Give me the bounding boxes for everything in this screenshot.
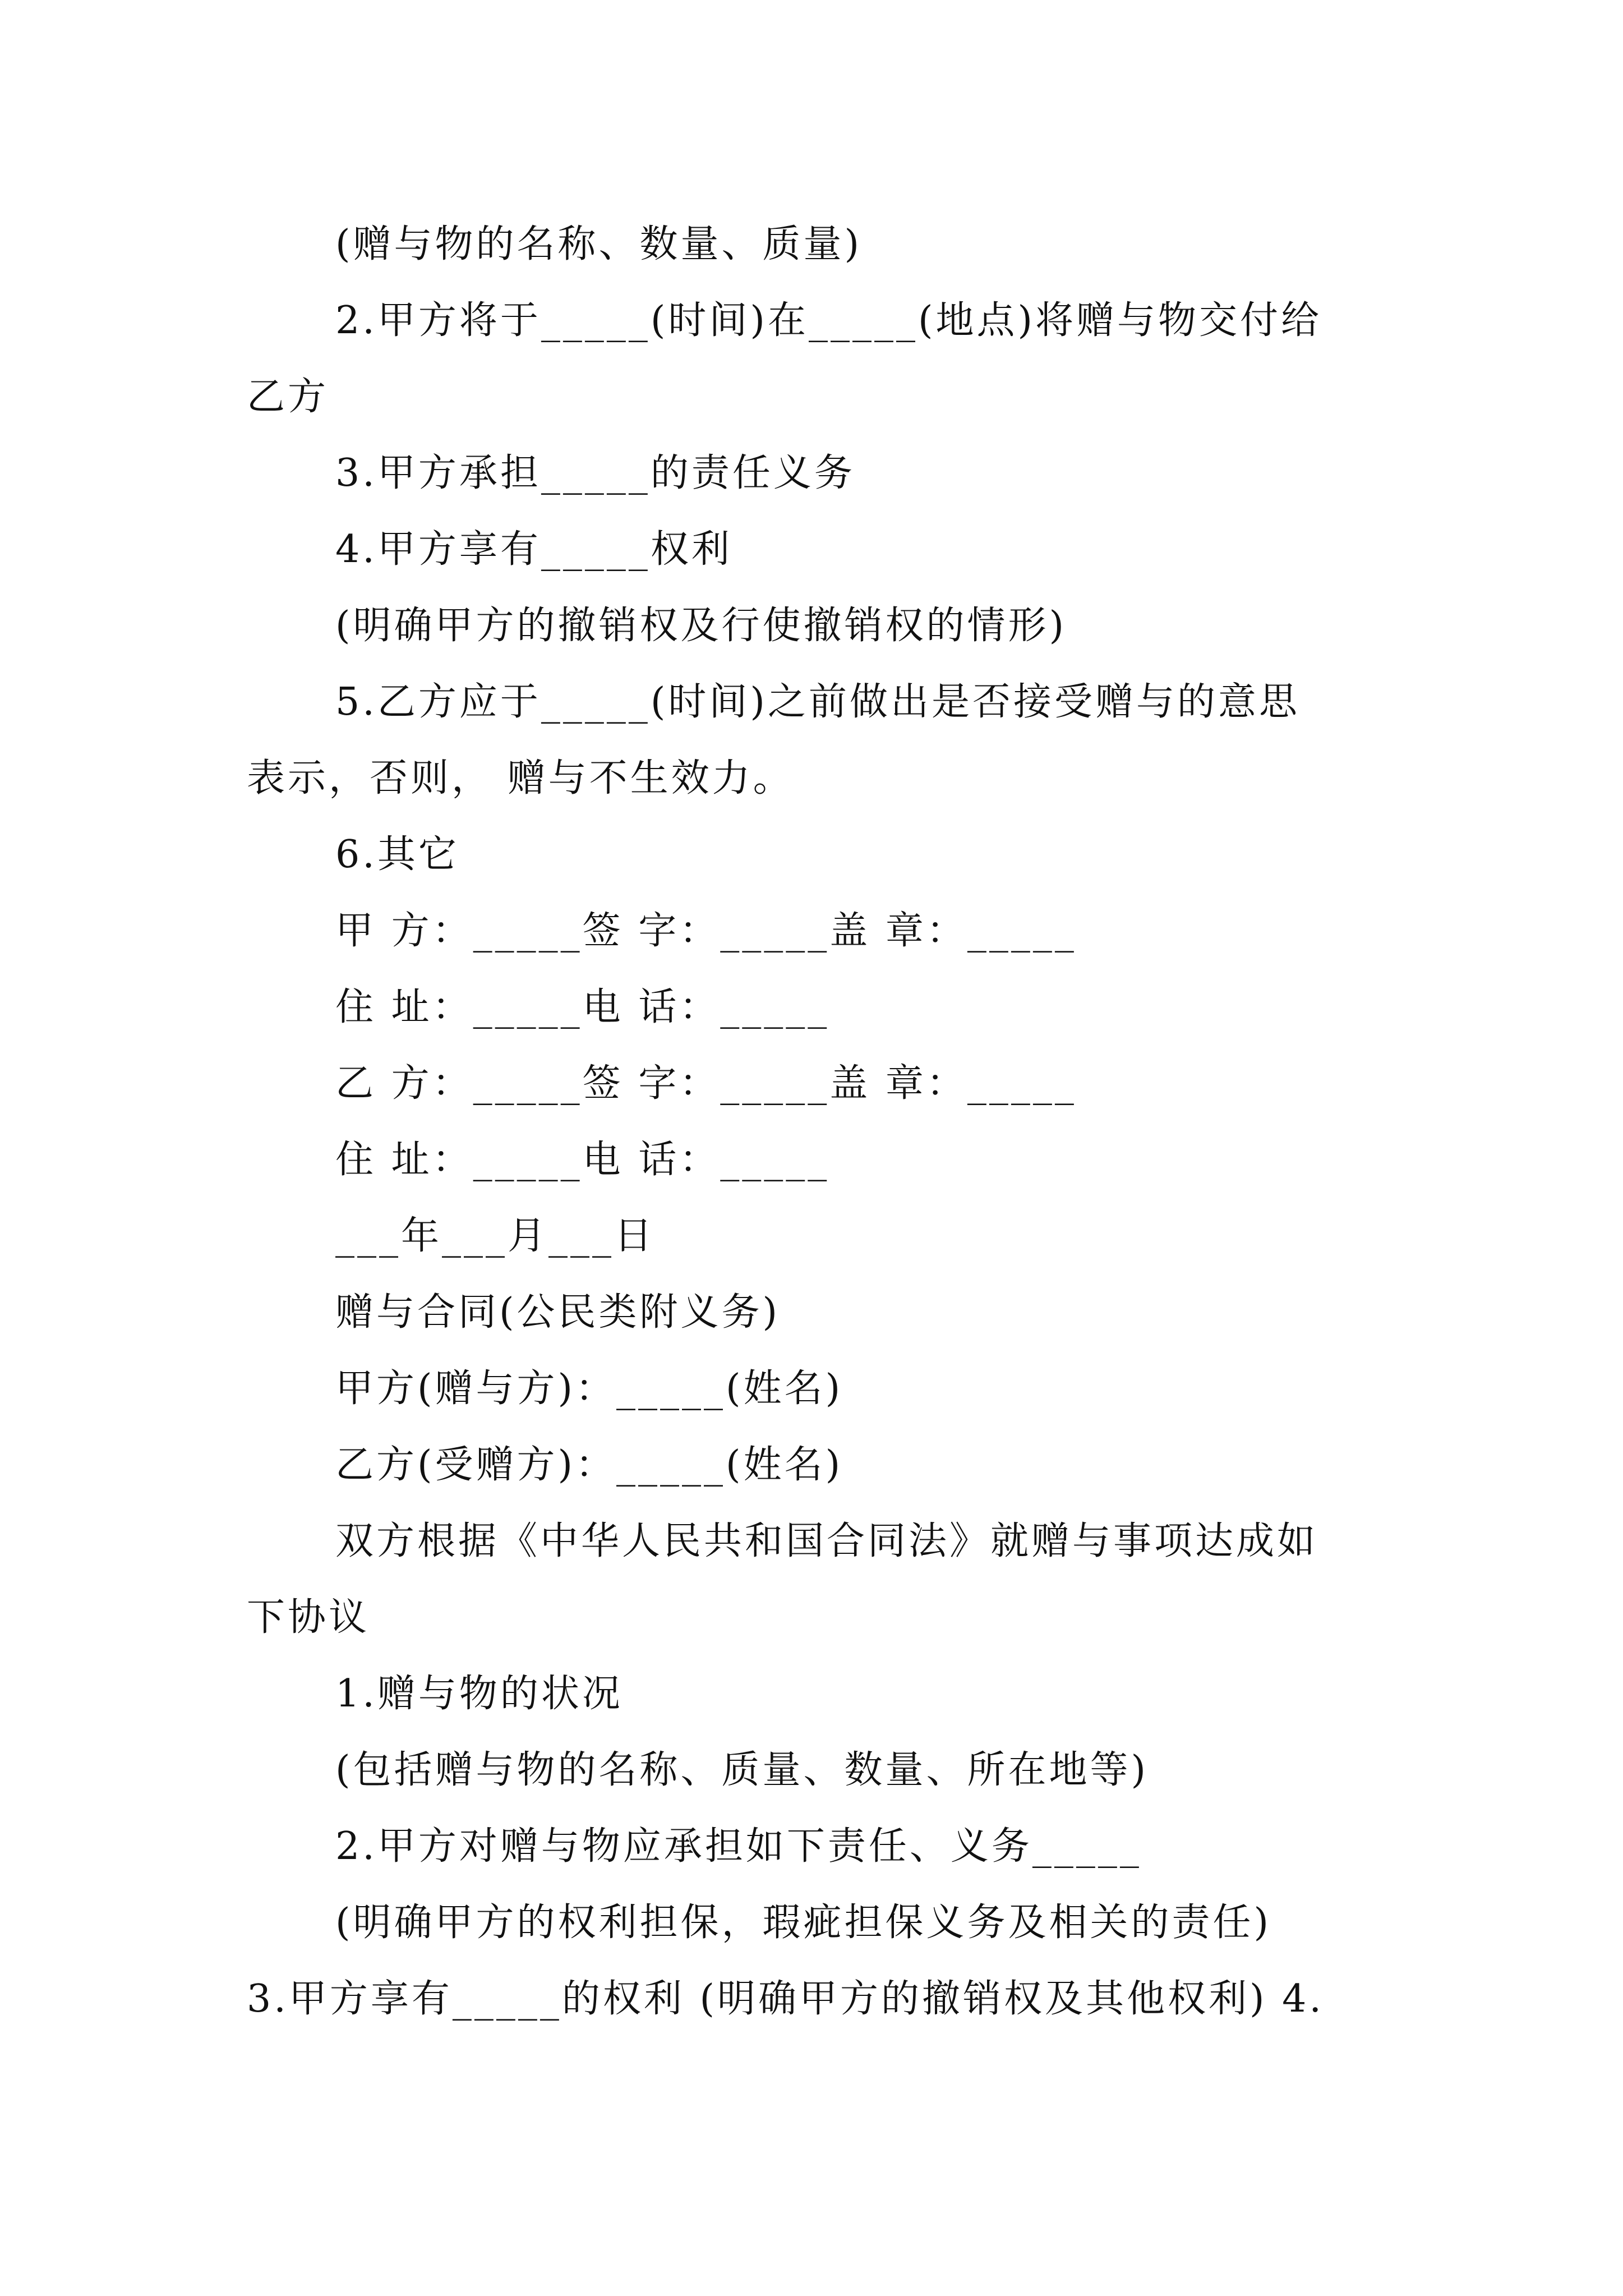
line-party-a-contact: 住 址：_____电 话：_____: [335, 985, 830, 1029]
line-clause-2-delivery: 2.甲方将于_____(时间)在_____(地点)将赠与物交付给: [335, 298, 1322, 343]
line-clause-3-rights: 3.甲方享有_____的权利 (明确甲方的撤销权及其他权利) 4.: [247, 1977, 1325, 2021]
line-clause-6-other: 6.其它: [335, 832, 459, 877]
line-party-b-contact: 住 址：_____电 话：_____: [335, 1138, 830, 1182]
line-revocation-note: (明确甲方的撤销权及行使撤销权的情形): [335, 604, 1067, 648]
line-clause-2-continued: 乙方: [247, 375, 329, 419]
line-clause-5-acceptance: 5.乙方应于_____(时间)之前做出是否接受赠与的意思: [335, 680, 1300, 724]
line-party-b-signature: 乙 方：_____签 字：_____盖 章：_____: [335, 1061, 1077, 1106]
line-party-b-name: 乙方(受赠方)：_____(姓名): [335, 1443, 843, 1487]
line-party-a-signature: 甲 方：_____签 字：_____盖 章：_____: [335, 909, 1077, 953]
line-gift-details-note: (包括赠与物的名称、质量、数量、所在地等): [335, 1748, 1149, 1792]
line-clause-5-continued: 表示，否则， 赠与不生效力。: [247, 756, 794, 800]
line-clause-3-obligations: 3.甲方承担_____的责任义务: [335, 451, 855, 495]
line-clause-1-gift-status: 1.赠与物的状况: [335, 1672, 623, 1716]
line-warranty-note: (明确甲方的权利担保，瑕疵担保义务及相关的责任): [335, 1901, 1272, 1945]
line-gift-description-note: (赠与物的名称、数量、质量): [335, 222, 863, 266]
section-title: 赠与合同(公民类附义务): [335, 1290, 781, 1335]
line-clause-4-rights: 4.甲方享有_____权利: [335, 527, 732, 572]
line-date: ___年___月___日: [335, 1214, 656, 1258]
line-preamble: 双方根据《中华人民共和国合同法》就赠与事项达成如: [335, 1519, 1318, 1563]
line-party-a-name: 甲方(赠与方)：_____(姓名): [335, 1366, 843, 1411]
line-clause-2-responsibilities: 2.甲方对赠与物应承担如下责任、义务_____: [335, 1824, 1142, 1869]
line-preamble-continued: 下协议: [247, 1595, 370, 1640]
